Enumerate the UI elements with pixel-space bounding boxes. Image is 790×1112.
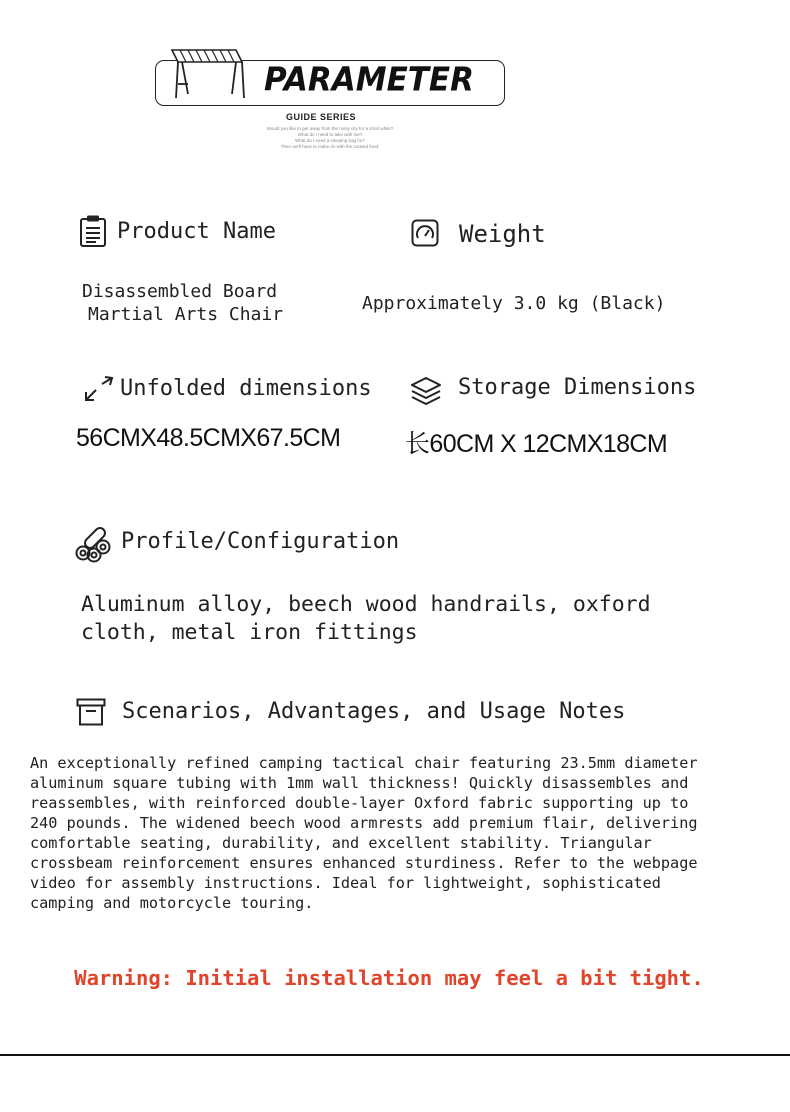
unfolded-dimensions-value: 56CMX48.5CMX67.5CM: [76, 424, 341, 452]
divider: [0, 1054, 790, 1056]
scenarios-label: Scenarios, Advantages, and Usage Notes: [122, 699, 626, 724]
folding-table-icon: [166, 44, 246, 100]
clipboard-list-icon: [79, 214, 107, 248]
unfolded-dimensions-label: Unfolded dimensions: [120, 376, 372, 401]
warning-text: Warning: Initial installation may feel a bit tight.: [74, 966, 704, 990]
storage-dimensions-label: Storage Dimensions: [458, 375, 697, 400]
product-name-label: Product Name: [117, 219, 276, 244]
tube-rolls-icon: [75, 525, 111, 563]
weight-label: Weight: [459, 220, 546, 248]
page-title: PARAMETER: [264, 61, 474, 99]
tagline-line: Then we'll have to make do with the cooked food.: [280, 144, 380, 149]
tagline: [250, 126, 410, 150]
product-name-value-line2: Martial Arts Chair: [88, 304, 284, 325]
archive-box-icon: [76, 698, 106, 726]
profile-line2: cloth, metal iron fittings: [81, 620, 418, 645]
gauge-icon: [411, 219, 439, 247]
layers-icon: [410, 375, 442, 407]
scenarios-description: An exceptionally refined camping tactical chair featuring 23.5mm diameter aluminum square tubing with 1mm wall thickness! Quickly disassembles and reassembles, with reinforced double-layer Oxford fabric supporting up to 240 pounds. The widened beech wood armrests add premium flair, delivering comfortable seating, durability, and excellent stability. Triangular crossbeam reinforcement ensures enhanced sturdiness. Refer to the webpage video for assembly instructions. Ideal for lightweight, sophisticated camping and motorcycle touring.: [30, 754, 698, 912]
tagline-line: What do I need a sleeping bag for?: [294, 138, 366, 143]
product-name-value-line1: Disassembled Board: [82, 281, 278, 302]
profile-line1: Aluminum alloy, beech wood handrails, oxford: [81, 592, 651, 617]
profile-configuration-label: Profile/Configuration: [121, 529, 400, 554]
expand-arrows-icon: [84, 376, 116, 402]
profile-configuration-value: [81, 591, 651, 647]
tagline-line: What do I need to take with me?: [297, 132, 363, 137]
storage-dimensions-value: 长60CM X 12CMX18CM: [405, 430, 668, 458]
tagline-line: Would you like to get away from the noisy city for a short while?: [266, 126, 394, 131]
weight-value: Approximately 3.0 kg (Black): [362, 293, 666, 314]
series-label: GUIDE SERIES: [286, 112, 357, 122]
